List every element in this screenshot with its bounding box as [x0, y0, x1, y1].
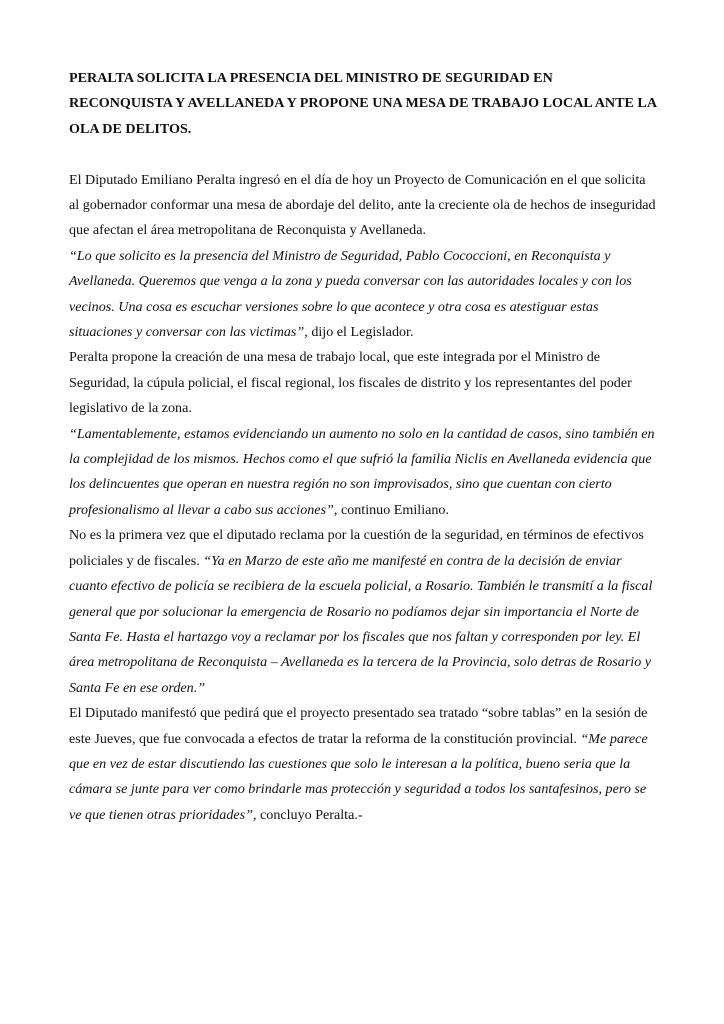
quote-1-attribution: , dijo el Legislador.	[304, 324, 414, 341]
paragraph-closing	[69, 701, 659, 828]
quote-4-attribution: , concluyo Peralta.-	[252, 806, 363, 823]
paragraph-intro-text: El Diputado Emiliano Peralta ingresó en el día de hoy un Proyecto de Comunicación en el que solicita al gobernador conformar una mesa de abordaje del delito, ante la creciente ola de hechos de inseguridad que afectan el área metropolitana de Reconquista y Avellaneda.	[69, 171, 656, 239]
document-title: PERALTA SOLICITA LA PRESENCIA DEL MINISTRO DE SEGURIDAD EN RECONQUISTA Y AVELLANEDA Y PROPONE UNA MESA DE TRABAJO LOCAL ANTE LA OLA DE DELITOS.	[69, 70, 657, 137]
paragraph-history-lead: No es la primera vez que el diputado reclama por la cuestión de la seguridad, en términos de efectivos policiales y de fiscales.	[69, 527, 644, 569]
paragraph-proposal-text: Peralta propone la creación de una mesa de trabajo local, que este integrada por el Ministro de Seguridad, la cúpula policial, el fiscal regional, los fiscales de distrito y los representantes del poder legislativo de la zona.	[69, 349, 632, 417]
paragraph-proposal	[69, 345, 659, 421]
quote-3-text: “Ya en Marzo de este año me manifesté en contra de la decisión de enviar cuanto efectivo de policía se recibiera de la escuela policial, a Rosario. También le transmití a la fiscal general que por solucionar la emergencia de Rosario no podíamos dejar sin importancia el Norte de Santa Fe. Hasta el hartazgo voy a reclamar por los fiscales que nos faltan y corresponden por ley. El área metropolitana de Reconquista – Avellaneda es la tercera de la Provincia, solo detras de Rosario y Santa Fe en ese orden.”	[69, 552, 653, 696]
paragraph-closing-lead: El Diputado manifestó que pedirá que el proyecto presentado sea tratado “sobre tablas” en la sesión de este Jueves, que fue convocada a efectos de tratar la reforma de la constitución provincial.	[69, 705, 648, 747]
paragraph-quote-1	[69, 244, 659, 346]
paragraph-quote-2	[69, 422, 659, 524]
quote-4-text: “Me parece que en vez de estar discutiendo las cuestiones que solo le interesan a la política, bueno seria que la cámara se junte para ver como brindarle mas protección y seguridad a todos los santafesinos, pero se ve que tienen otras prioridades”	[69, 730, 648, 823]
paragraph-history	[69, 523, 659, 701]
quote-2-attribution: , continuo Emiliano.	[333, 501, 449, 518]
quote-1-text: “Lo que solicito es la presencia del Ministro de Seguridad, Pablo Cococcioni, en Reconquista y Avellaneda. Queremos que venga a la zona y pueda conversar con las autoridades locales y con los vecinos. Una cosa es escuchar versiones sobre lo que acontece y otra cosa es atestiguar estas situaciones y conversar con las victimas”	[69, 247, 632, 341]
quote-2-text: “Lamentablemente, estamos evidenciando un aumento no solo en la cantidad de casos, sino también en la complejidad de los mismos. Hechos como el que sufrió la familia Niclis en Avellaneda evidencia que los delincuentes que operan en nuestra región no son improvisados, sino que cuentan con cierto profesionalismo al llevar a cabo sus acciones”	[69, 425, 655, 518]
paragraph-intro	[69, 168, 659, 244]
document-body	[69, 66, 659, 828]
